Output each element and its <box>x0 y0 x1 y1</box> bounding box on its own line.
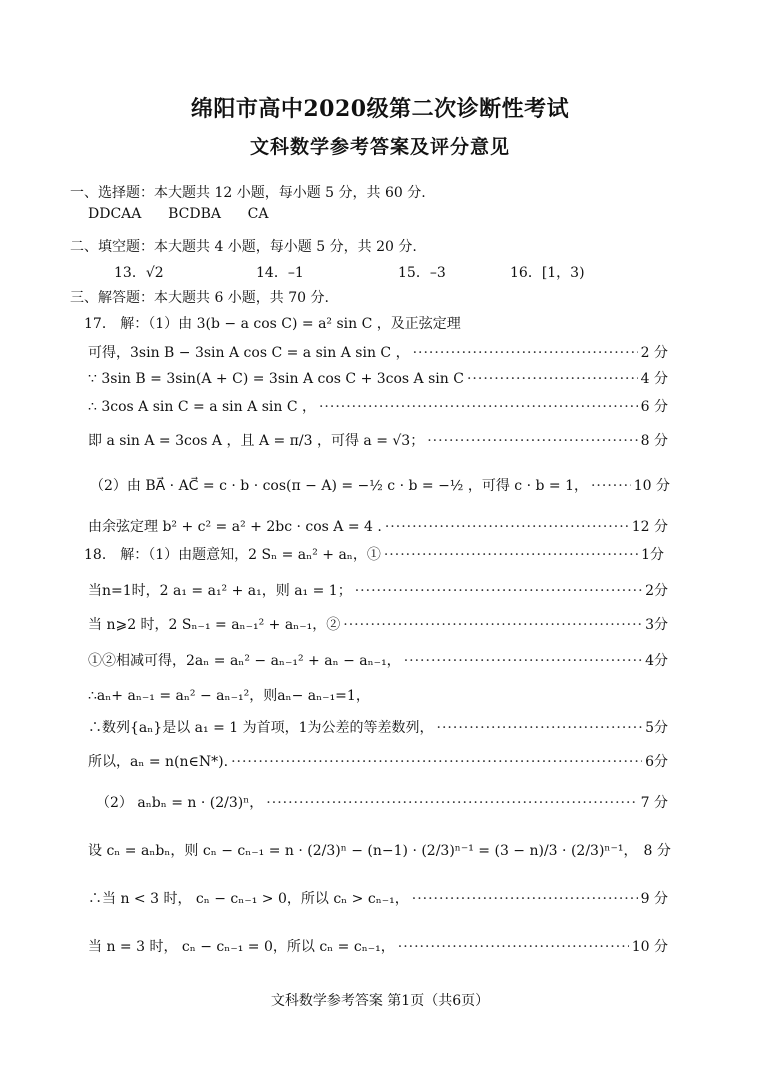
score: 4 分 <box>640 371 668 387</box>
score: 7 分 <box>640 795 668 811</box>
score: 8 分 <box>643 843 671 859</box>
score: 12 分 <box>631 519 668 535</box>
q17-line-4: ∴ 3cos A sin C = a sin A sin C ， ····· 6 分 <box>88 396 668 416</box>
q17-line-7: 由余弦定理 b² + c² = a² + 2bc · cos A = 4 . ····· 12 分 <box>88 516 668 536</box>
leader-dots <box>467 371 638 387</box>
q18-line-9: 设 cₙ = aₙbₙ，则 cₙ − cₙ₋₁ = n · (2/3)ⁿ − (n−1) · (2/3)ⁿ⁻¹ = (3 − n)/3 · (2/3)ⁿ⁻¹， 8 分 <box>88 840 668 860</box>
leader-dots <box>413 345 638 361</box>
page-title: 绵阳市高中2020级第二次诊断性考试 <box>190 96 570 122</box>
q17-line-5: 即 a sin A = 3cos A ，且 A = π/3 ，可得 a = √3； ····· 8 分 <box>88 430 668 450</box>
section-2-title: 二、填空题：本大题共 4 小题，每小题 5 分，共 20 分. <box>70 239 417 255</box>
leader-dots <box>437 720 643 736</box>
score: 2 分 <box>640 345 668 361</box>
q18-line-6: ∴数列{aₙ}是以 a₁ = 1 为首项，1为公差的等差数列， ····· 5分 <box>88 717 668 737</box>
q17-line-3: ∵ 3sin B = 3sin(A + C) = 3sin A cos C + 3cos A sin C ····· 4 分 <box>88 368 668 388</box>
score: 4分 <box>645 653 668 669</box>
q18-line-8: （2） aₙbₙ = n · (2/3)ⁿ， ····· 7 分 <box>96 792 668 812</box>
score: 9 分 <box>640 891 668 907</box>
leader-dots <box>427 433 637 449</box>
leader-dots <box>266 795 637 811</box>
leader-dots <box>319 399 638 415</box>
q18-line-3: 当 n⩾2 时，2 Sₙ₋₁ = aₙ₋₁² + aₙ₋₁，② ····· 3分 <box>88 614 668 634</box>
section-1-title: 一、选择题：本大题共 12 小题，每小题 5 分，共 60 分. <box>70 185 426 201</box>
score: 3分 <box>645 617 668 633</box>
page-footer: 文科数学参考答案 第1页（共6页） <box>270 993 490 1009</box>
score: 10 分 <box>633 478 670 494</box>
leader-dots <box>385 519 629 535</box>
page-subtitle: 文科数学参考答案及评分意见 <box>249 136 510 158</box>
score: 6分 <box>645 754 668 770</box>
score: 6 分 <box>640 399 668 415</box>
leader-dots <box>398 939 629 955</box>
q18-line-4: ①②相减可得，2aₙ = aₙ² − aₙ₋₁² + aₙ − aₙ₋₁， ····· 4分 <box>88 650 668 670</box>
q18-line-10: ∴当 n < 3 时， cₙ − cₙ₋₁ > 0，所以 cₙ > cₙ₋₁， ····· 9 分 <box>88 888 668 908</box>
section-1-answers: DDCAA BCDBA CA <box>88 206 269 222</box>
leader-dots <box>231 754 642 770</box>
score: 5分 <box>645 720 668 736</box>
section-3-title: 三、解答题：本大题共 6 小题，共 70 分. <box>70 290 329 306</box>
q18-line-1: 18． 解：（1）由题意知，2 Sₙ = aₙ² + aₙ，① ····· 1分 <box>84 544 664 564</box>
answer-16: 16．[1，3) <box>510 265 585 281</box>
answer-13: 13．√2 <box>114 265 164 281</box>
leader-dots <box>412 891 638 907</box>
q17-line-1: 17． 解：（1）由 3(b − a cos C) = a² sin C ，及正弦定理 <box>84 316 461 332</box>
q18-line-7: 所以，aₙ = n(n∈N*). ····· 6分 <box>88 751 668 771</box>
score: 2分 <box>645 583 668 599</box>
q18-line-5: ∴aₙ+ aₙ₋₁ = aₙ² − aₙ₋₁²，则aₙ− aₙ₋₁=1， <box>88 688 370 704</box>
score: 10 分 <box>631 939 668 955</box>
leader-dots <box>355 583 642 599</box>
leader-dots <box>343 617 642 633</box>
answer-15: 15．–3 <box>398 265 446 281</box>
q17-line-6: （2）由 BA⃗ · AC⃗ = c · b · cos(π − A) = −½ c · b = −½ ，可得 c · b = 1， ····· 10 分 <box>90 475 670 495</box>
q18-line-11: 当 n = 3 时， cₙ − cₙ₋₁ = 0，所以 cₙ = cₙ₋₁， ····· 10 分 <box>88 936 668 956</box>
leader-dots <box>591 478 631 494</box>
leader-dots <box>384 547 638 563</box>
score: 1分 <box>641 547 664 563</box>
q18-line-2: 当n=1时，2 a₁ = a₁² + a₁，则 a₁ = 1； ····· 2分 <box>88 580 668 600</box>
leader-dots <box>404 653 642 669</box>
q17-line-2: 可得，3sin B − 3sin A cos C = a sin A sin C ， ····· 2 分 <box>88 342 668 362</box>
answer-14: 14．–1 <box>256 265 304 281</box>
score: 8 分 <box>640 433 668 449</box>
